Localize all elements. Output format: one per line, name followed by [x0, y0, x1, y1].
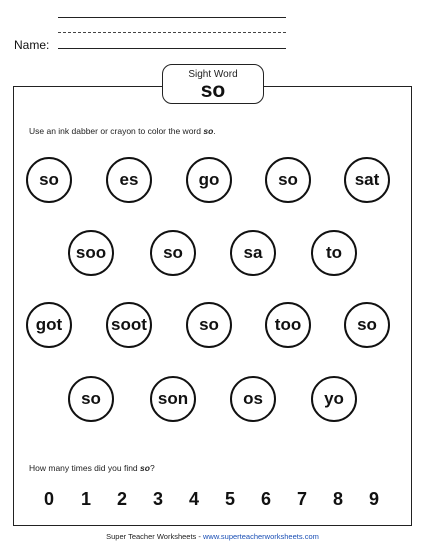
- question-word: so: [140, 463, 150, 473]
- word-circle[interactable]: got: [26, 302, 72, 348]
- title-box: [162, 64, 264, 104]
- name-area: [0, 0, 425, 60]
- word-circle[interactable]: so: [344, 302, 390, 348]
- word-circle[interactable]: yo: [311, 376, 357, 422]
- word-circle[interactable]: go: [186, 157, 232, 203]
- footer-link[interactable]: www.superteacherworksheets.com: [202, 532, 319, 541]
- count-option-4[interactable]: 4: [188, 489, 199, 509]
- name-line-dashed: [58, 32, 286, 33]
- title-small: Sight Word: [188, 69, 238, 80]
- word-circle[interactable]: os: [230, 376, 276, 422]
- word-circle[interactable]: so: [150, 230, 196, 276]
- word-circle[interactable]: so: [68, 376, 114, 422]
- word-circle[interactable]: to: [311, 230, 357, 276]
- count-option-1[interactable]: 1: [80, 489, 91, 509]
- count-option-8[interactable]: 8: [332, 489, 343, 509]
- count-option-0[interactable]: 0: [43, 489, 54, 509]
- count-option-7[interactable]: 7: [296, 489, 307, 509]
- word-circle[interactable]: es: [106, 157, 152, 203]
- name-label: Name:: [14, 38, 50, 52]
- name-line-base[interactable]: [58, 48, 286, 49]
- count-option-3[interactable]: 3: [152, 489, 163, 509]
- word-circle[interactable]: so: [265, 157, 311, 203]
- title-word: so: [200, 79, 226, 102]
- question: How many times did you find so?: [29, 463, 155, 473]
- word-circle[interactable]: so: [186, 302, 232, 348]
- word-circle[interactable]: soo: [68, 230, 114, 276]
- word-circle[interactable]: son: [150, 376, 196, 422]
- name-line-top: [58, 17, 286, 18]
- count-option-5[interactable]: 5: [224, 489, 235, 509]
- footer: Super Teacher Worksheets - www.superteacherworksheets.com: [106, 532, 319, 541]
- word-circle[interactable]: too: [265, 302, 311, 348]
- word-circle[interactable]: so: [26, 157, 72, 203]
- count-option-6[interactable]: 6: [260, 489, 271, 509]
- instruction: Use an ink dabber or crayon to color the word so.: [29, 126, 216, 136]
- instruction-word: so: [203, 126, 214, 136]
- word-circle[interactable]: soot: [106, 302, 152, 348]
- word-circle[interactable]: sat: [344, 157, 390, 203]
- count-option-9[interactable]: 9: [368, 489, 379, 509]
- word-circle[interactable]: sa: [230, 230, 276, 276]
- count-option-2[interactable]: 2: [116, 489, 127, 509]
